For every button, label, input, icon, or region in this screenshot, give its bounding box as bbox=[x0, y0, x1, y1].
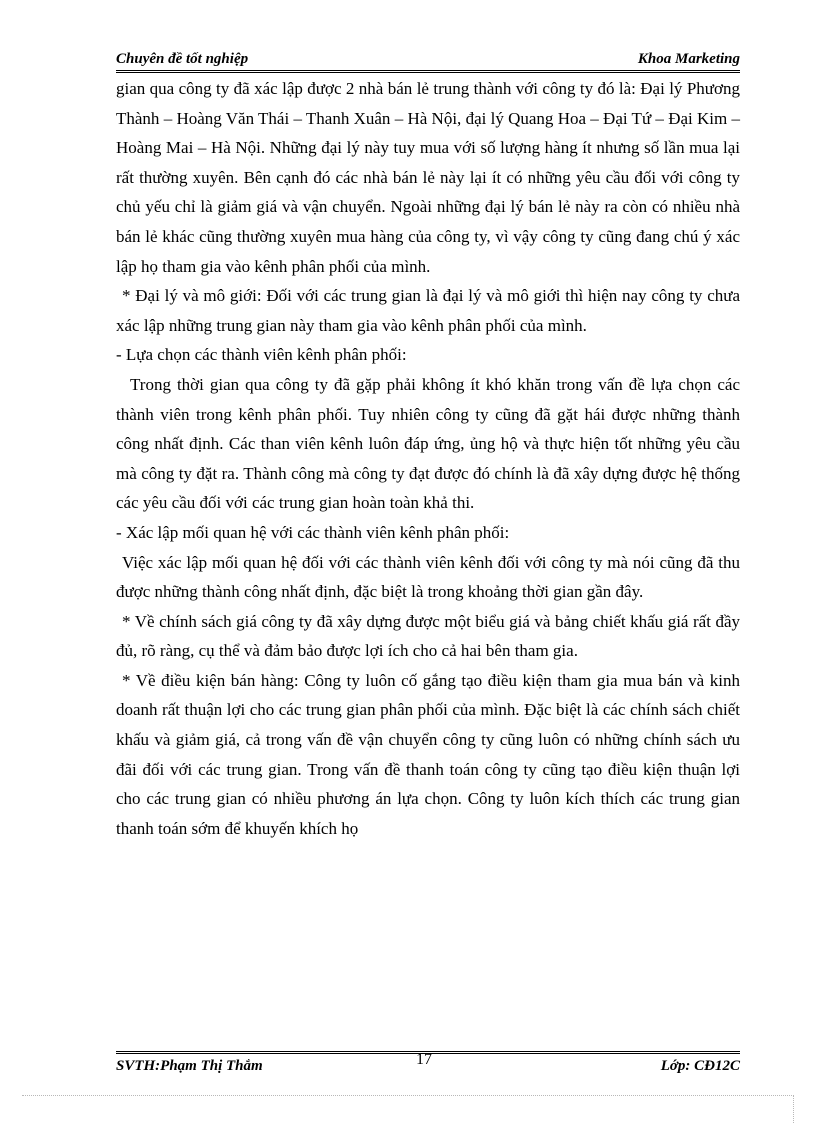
header-department: Khoa Marketing bbox=[637, 51, 740, 67]
footer-student-name: SVTH:Phạm Thị Thắm bbox=[116, 1058, 263, 1074]
paragraph-sales-conditions: * Về điều kiện bán hàng: Công ty luôn cố gắng tạo điều kiện tham gia mua bán và kinh doanh rất thuận lợi cho các trung gian phân phối của mình. Đặc biệt là các chính sách chiết khấu và giảm giá, cả trong vấn đề vận chuyển công ty cũng luôn có những chính sách ưu đãi đối với các trung gian. Trong vấn đề thanh toán công ty cũng tạo điều kiện thuận lợi cho các trung gian có nhiều phương án lựa chọn. Công ty luôn kích thích các trung gian thanh toán sớm để khuyến khích họ bbox=[116, 670, 740, 838]
page-boundary-horizontal bbox=[22, 1095, 794, 1096]
page-number: 17 bbox=[416, 1051, 432, 1068]
paragraph-retailers: gian qua công ty đã xác lập được 2 nhà bán lẻ trung thành với công ty đó là: Đại lý Phương Thành – Hoàng Văn Thái – Thanh Xuân – Hà Nội, đại lý Quang Hoa – Đại Tứ – Đại Kim – Hoàng Mai – Hà Nội. Những đại lý này tuy mua với số lượng hàng ít nhưng số lần mua lại rất thường xuyên. Bên cạnh đó các nhà bán lẻ này lại ít có những yêu cầu đối với công ty chủ yếu chỉ là giảm giá và vận chuyển. Ngoài những đại lý bán lẻ này ra còn có nhiều nhà bán lẻ khác cũng thường xuyên mua hàng của công ty, vì vậy công ty cũng đang chú ý xác lập họ tham gia vào kênh phân phối của mình. bbox=[116, 79, 740, 276]
paragraph-establish-relations: Việc xác lập mối quan hệ đối với các thành viên kênh đối với công ty mà nói cũng đã thu được những thành công nhất định, đặc biệt là trong khoảng thời gian gần đây. bbox=[116, 552, 740, 602]
page-boundary-vertical bbox=[793, 1095, 794, 1123]
header-document-title: Chuyên đề tốt nghiệp bbox=[116, 51, 249, 67]
footer-class: Lớp: CĐ12C bbox=[660, 1058, 740, 1074]
paragraph-pricing-policy: * Về chính sách giá công ty đã xây dựng được một biểu giá và bảng chiết khấu giá rất đầy đủ, rõ ràng, cụ thể và đảm bảo được lợi ích cho cả hai bên tham gia. bbox=[116, 611, 740, 661]
heading-establish-relations: - Xác lập mối quan hệ với các thành viên kênh phân phối: bbox=[116, 522, 510, 542]
page-footer bbox=[116, 1051, 740, 1078]
page-header bbox=[116, 49, 740, 71]
paragraph-agents-brokers: * Đại lý và mô giới: Đối với các trung gian là đại lý và mô giới thì hiện nay công ty chưa xác lập những trung gian này tham gia vào kênh phân phối của mình. bbox=[116, 286, 740, 335]
heading-select-members: - Lựa chọn các thành viên kênh phân phối: bbox=[116, 345, 407, 365]
document-body bbox=[116, 74, 740, 843]
paragraph-select-members: Trong thời gian qua công ty đã gặp phải không ít khó khăn trong vấn đề lựa chọn các thành viên trong kênh phân phối. Tuy nhiên công ty cũng đã gặt hái được những thành công nhất định. Các than viên kênh luôn đáp ứng, ủng hộ và thực hiện tốt những yêu cầu mà công ty đặt ra. Thành công mà công ty đạt được đó chính là đã xây dựng được hệ thống các yêu cầu đối với các trung gian hoàn toàn khả thi. bbox=[116, 374, 740, 513]
header-divider bbox=[116, 70, 740, 73]
